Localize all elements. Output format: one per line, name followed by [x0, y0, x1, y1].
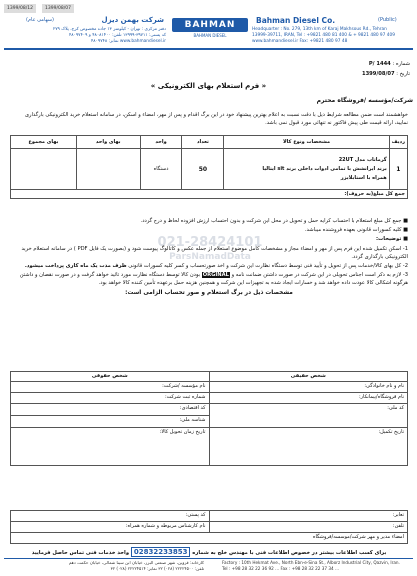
col-header-total: بهای مجموع [11, 136, 77, 149]
address-en-line: www.bahmandiesel.ir Fax: +9821 480 97 48 [252, 39, 348, 44]
company-logo-sub: BAHMAN DIESEL [193, 33, 227, 38]
top-date: 1399/08/12 [7, 6, 33, 11]
factory-address-fa-line: تلفن: ۲۲۲۲۴۵۰۰ (۰۲۸) ۳۲ نمابر: ۲۲۲۲۴۵۱۴ (۰۲۸) ۳۲ [110, 566, 204, 571]
row-description-line: برند ایرانشش با تمامی ادوات داخلی برند sit ایتالیا [262, 165, 387, 172]
field-full-name[interactable]: نام و نام خانوادگی: [209, 382, 408, 393]
sum-label[interactable]: جمع کل مبلغ(به حروف): [11, 190, 408, 199]
notes-heading: ■ توضیحات: [375, 236, 408, 243]
col-header-description: مشخصات ونوع کالا [224, 136, 389, 149]
field-economic-code[interactable]: کد اقتصادی: [11, 404, 210, 416]
party-info-table [10, 371, 408, 466]
table-row [11, 404, 408, 416]
party-info-header [11, 372, 408, 382]
field-signature-stamp[interactable]: امضاء مدیر و مهر شرکت/موسسه/فروشگاه [11, 533, 408, 544]
footer-phone[interactable]: 02832233853 [131, 547, 191, 557]
note-text: جمع کل مبلغ استعلام با احتساب کرایه حمل و تحویل در محل این شرکت و بدون احتساب ارزش افزوده لحاظ و درج گردد. [140, 218, 402, 224]
address-en-line: 13999-39711, IRAN, Tel : +9821 480 81 400 & + 9821 480 97 409 [252, 33, 395, 38]
row-description-line: همراه با استابلایزر [340, 174, 387, 181]
table-row [11, 533, 408, 544]
col-header-natural-person: شخص حقیقی [209, 372, 408, 382]
field-phone[interactable]: تلفن: [209, 522, 408, 533]
table-row [11, 522, 408, 533]
factory-address-en-line: Tel : +98 28 32 22 36 92 ... Fax : +98 28 32 22 37 34 ... [222, 566, 340, 571]
row-quantity: 50 [182, 149, 224, 190]
factory-address-fa-line: کارخانه: قزوین، شهر صنعتی البرز، خیابان ابن سینا شمالی، خیابان حکمت دهم [68, 560, 204, 565]
form-title: « فرم استعلام بهای الکترونیکی » [150, 82, 267, 90]
address-en-line: Headquarter : No. 279, 13th km of Karaj Makhsous Rd., Tehran [252, 27, 387, 32]
note-text: کلیه کسورات قانونی بعهده فروشنده میباشد. [304, 227, 402, 234]
items-table [10, 135, 408, 199]
row-description-line: گرماتاب مدل 22UT [338, 156, 387, 163]
field-expert-contact[interactable]: نام کارشناس مربوطه و شماره همراه: [11, 522, 210, 533]
note-item [10, 262, 408, 270]
note-line: ■ کلیه کسورات قانونی بعهده فروشنده میباشد. [304, 227, 408, 234]
table-row [11, 393, 408, 404]
company-name-fa: شرکت بهمن دیزل [101, 16, 164, 24]
letter-number [330, 60, 410, 68]
footer-text-before: برای کسب اطلاعات بیشتر در خصوص اطلاعات فنی با مهندس خلج به شماره [192, 550, 387, 556]
watermark-phone: 021-28424101 [157, 235, 263, 250]
company-public-fa: (سهامی عام) [26, 17, 54, 23]
company-public-en: (Public) [378, 17, 397, 23]
watermark-name: ParsNamadData [169, 252, 251, 262]
col-header-legal-person: شخص حقوقی [11, 372, 210, 382]
note-item-text: 3- لازم به ذکر است اجناس تحویلی در این شرکت در صورت داشتن ضمانت نامه و [231, 272, 408, 279]
footer-text-after: واحد خدمات فنی تماس حاصل فرمایید [31, 550, 130, 556]
note-item [10, 271, 408, 287]
intro-paragraph: خواهشمند است ضمن مطالعه شرایط ذیل با دقت نسبت به اعلام بهترین پیشنهاد خود در این برگ اقدام و پس از مهر، امضاء و اسکن، در سامانه استعلام خرید الکترونیکی بارگذاری نمایید، ارائه قیمت طی پیش فاکتور نه تنهائی مورد قبول نمی باشد. [24, 112, 408, 126]
letter-date [330, 70, 410, 78]
header-divider [4, 48, 413, 50]
address-fa-line: www.bahmandiesel.ir نمابر: ۴۸۰۹۷۴۸ [90, 39, 166, 44]
table-row [11, 428, 408, 466]
note-item-text: بودن کالا توسط دستگاه نظارت مورد تائید خواهد گرفت و در صورت نقصان و داشتن هرگونه اشکالی کالا عودت داده خواهد شد و خسارات ایجاد شده به تجهیزات این شرکت و همچنین هزینه حمل برعهده تأمین کننده کالا خواهد بود. [19, 272, 408, 287]
company-logo: BAHMAN [172, 18, 248, 32]
field-national-id[interactable]: شناسه ملی: [11, 416, 210, 428]
company-name-en: Bahman Diesel Co. [256, 16, 336, 25]
field-registration-number[interactable]: شماره ثبت شرکت: [11, 393, 210, 404]
recipient-line: شرکت/مؤسسه /فروشگاه محترم [316, 97, 413, 104]
note-highlight-original: ORGINAL [202, 272, 229, 279]
top-date-box [4, 4, 36, 13]
factory-address-en [222, 560, 414, 572]
factory-address-en-line: Factory : 10th Hekmat Ave., North Ebn-e-Sina St., Alborz Industrial City, Qazvin, Iran. [222, 560, 400, 565]
footer-contact-line [10, 547, 408, 557]
col-header-unit-price: بهای واحد [76, 136, 140, 149]
top-date: 1399/08/07 [45, 6, 71, 11]
note-item: 1- اسکن تکمیل شده این فرم پس از مهر و امضاء مجاز و مشخصات کامل موضوع استعلام از جمله عکس و کاتالوگ پیوست شود و (بصورت یک فایل PDF ) در سامانه استعلام خرید الکترونیکی بارگذاری گردد. [21, 245, 408, 260]
col-header-index: ردیف [389, 136, 407, 149]
field-address[interactable]: تعابر: [209, 511, 408, 522]
notes-section [10, 217, 408, 298]
letter-number-label: شماره : [392, 61, 410, 67]
note-item-text: 2- کل بهای کالا/خدمات پس از تحویل و تأیید فنی توسط دستگاه نظارت این شرکت و اخذ صورتحساب و کسر کلیه کسورات قانونی [128, 263, 408, 270]
field-store-name[interactable]: نام فروشگاه/پیمانکار: [209, 393, 408, 404]
field-national-code[interactable]: کد ملی: [209, 404, 408, 428]
letter-date-value: 1399/08/07 [361, 71, 395, 77]
footer-divider [4, 558, 413, 559]
row-total[interactable] [11, 149, 77, 190]
notes-heading-text: توضیحات: [375, 236, 402, 243]
sum-row [11, 190, 408, 199]
top-date-box [42, 4, 74, 13]
address-fa-line: کد پستی: ۳۹۷۱۱-۱۳۹۹۹ تلفن: ۴۸۰۸۱۴۰۰ و ۴۸۰۹۷۴۰۹ [68, 33, 166, 38]
letter-number-value: P/ 1444 [368, 61, 391, 67]
note-highlight-delivery: ظرف [112, 263, 127, 270]
note-line: ■ جمع کل مبلغ استعلام با احتساب کرایه حمل و تحویل در محل این شرکت و بدون احتساب ارزش افزوده لحاظ و درج گردد. [140, 218, 408, 224]
factory-address-fa [4, 560, 204, 572]
special-requirements-title: مشخصات ذیل در برگ استعلام و صور تحساب الزامی است: [125, 289, 293, 296]
row-unit: دستگاه [140, 149, 182, 190]
letter-date-label: تاریخ : [396, 71, 410, 77]
row-description [224, 149, 389, 190]
table-row [11, 149, 408, 190]
contact-table [10, 510, 408, 544]
row-index: 1 [389, 149, 407, 190]
field-completion-date[interactable]: تاریخ تکمیل: [209, 428, 408, 466]
row-unit-price[interactable] [76, 149, 140, 190]
field-delivery-date[interactable]: تاریخ زمان تحویل کالا: [11, 428, 210, 466]
table-row [11, 382, 408, 393]
table-row [11, 511, 408, 522]
items-table-header [11, 136, 408, 149]
note-item-text-bold: مدت یک ماه کاری پرداخت میشود. [24, 263, 111, 270]
col-header-quantity: تعداد [182, 136, 224, 149]
field-company-name[interactable]: نام مؤسسه /شرکت: [11, 382, 210, 393]
col-header-unit: واحد [140, 136, 182, 149]
field-postal-code[interactable]: کد پستی: [11, 511, 210, 522]
address-fa-line: دفتر مرکزی : تهران - کیلومتر ۱۳ جاده مخصوص کرج، پلاک ۲۷۹ [52, 27, 166, 32]
